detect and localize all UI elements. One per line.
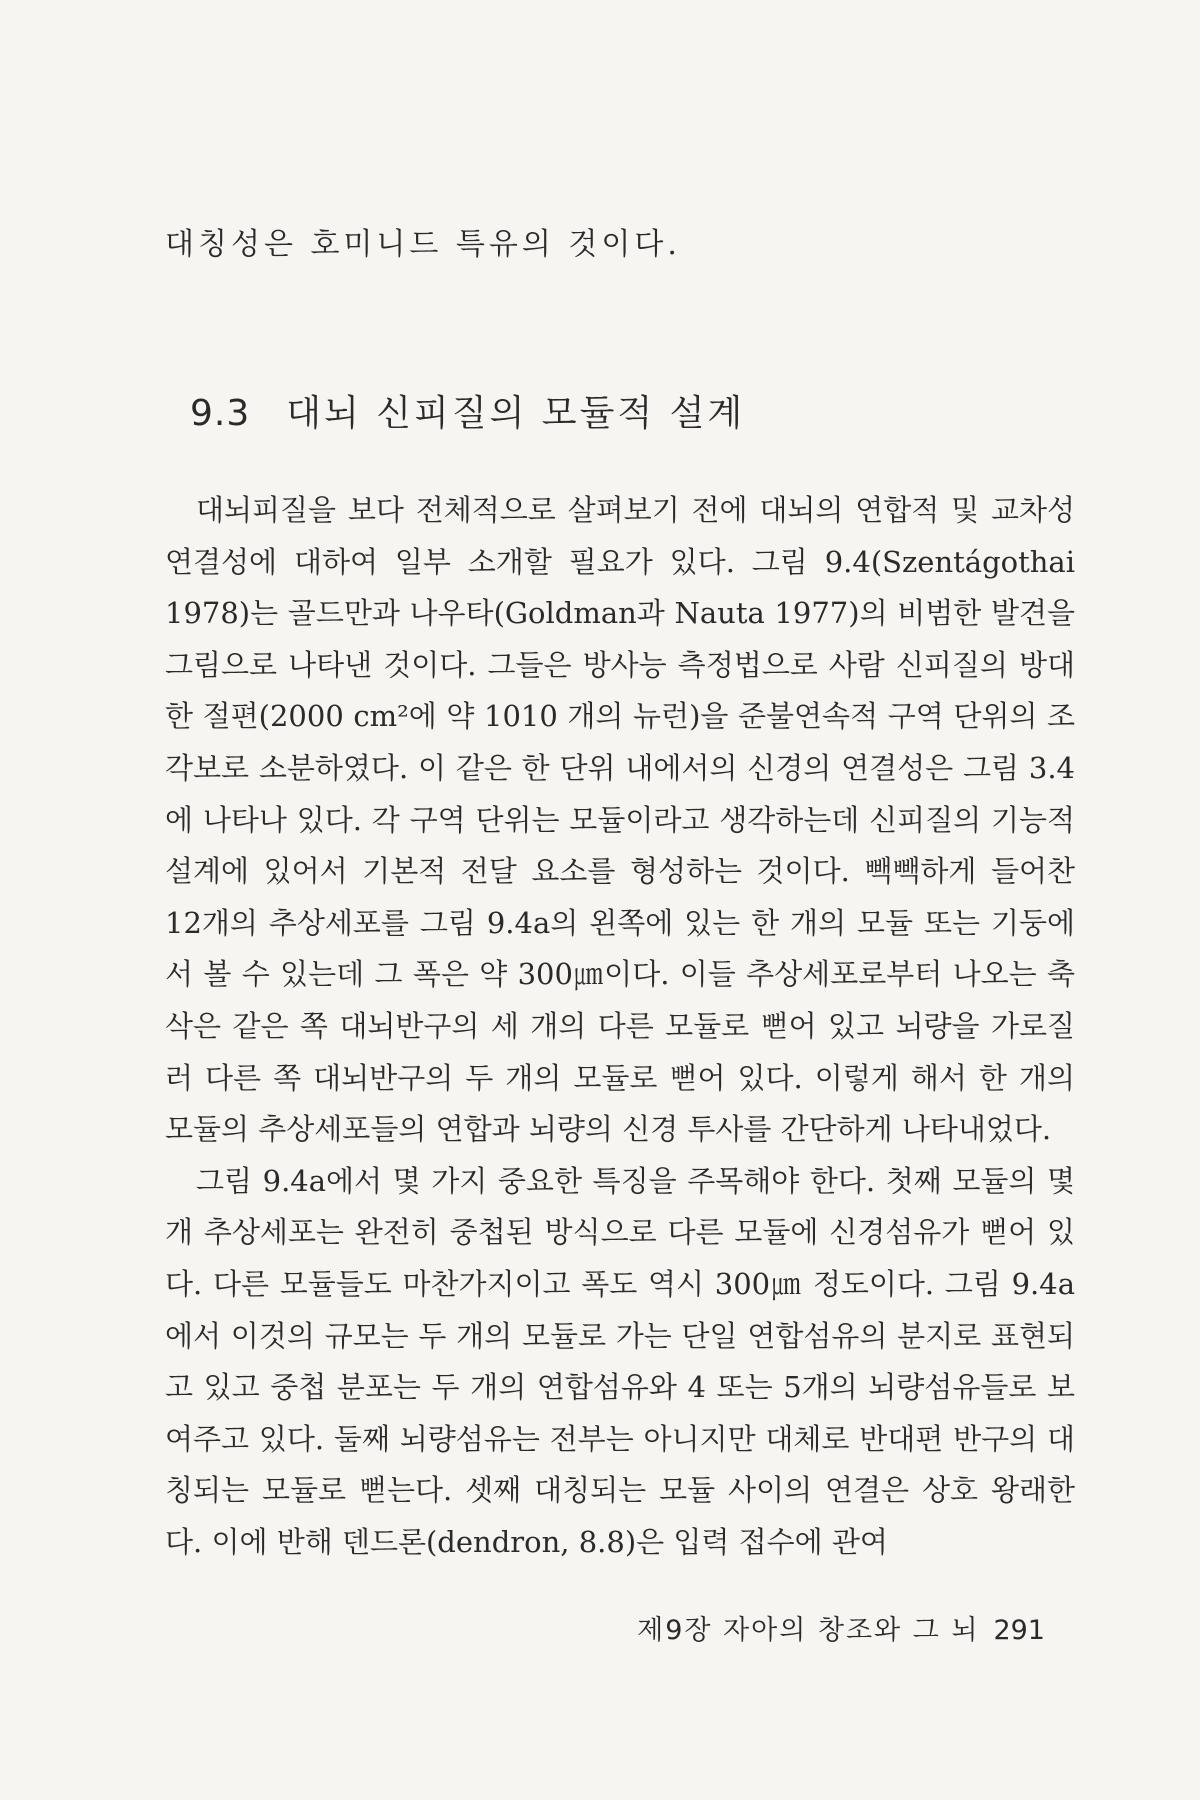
leadin-sentence: 대칭성은 호미니드 특유의 것이다.: [165, 227, 681, 262]
paragraph-1: 대뇌피질을 보다 전체적으로 살펴보기 전에 대뇌의 연합적 및 교차성 연결성에 대하여 일부 소개할 필요가 있다. 그림 9.4(Szentágothai 1978)는 골드만과 나우타(Goldman과 Nauta 1977)의 비범한 발견을 그림으로 나타낸 것이다. 그들은 방사능 측정법으로 사람 신피질의 방대한 절편(2000 cm²에 약 1010 개의 뉴런)을 준불연속적 구역 단위의 조각보로 소분하였다. 이 같은 한 단위 내에서의 신경의 연결성은 그림 3.4에 나타나 있다. 각 구역 단위는 모듈이라고 생각하는데 신피질의 기능적 설계에 있어서 기본적 전달 요소를 형성하는 것이다. 빽빽하게 들어찬 12개의 추상세포를 그림 9.4a의 왼쪽에 있는 한 개의 모듈 또는 기둥에서 볼 수 있는데 그 폭은 약 300㎛이다. 이들 추상세포로부터 나오는 축삭은 같은 쪽 대뇌반구의 세 개의 다른 모듈로 뻗어 있고 뇌량을 가로질러 다른 쪽 대뇌반구의 두 개의 모듈로 뻗어 있다. 이렇게 해서 한 개의 모듈의 추상세포들의 연합과 뇌량의 신경 투사를 간단하게 나타내었다.: [165, 493, 1075, 1147]
chapter-label: 제9장 자아의 창조와 그 뇌: [637, 1615, 980, 1646]
section-title-text: 대뇌 신피질의 모듈적 설계: [286, 393, 746, 434]
section-heading: [190, 385, 745, 436]
running-footer: [625, 1608, 1045, 1647]
page-number: 291: [993, 1615, 1045, 1646]
body-text: [165, 485, 1075, 1568]
paragraph-2: 그림 9.4a에서 몇 가지 중요한 특징을 주목해야 한다. 첫째 모듈의 몇 개 추상세포는 완전히 중첩된 방식으로 다른 모듈에 신경섬유가 뻗어 있다. 다른 모듈들도 마찬가지이고 폭도 역시 300㎛ 정도이다. 그림 9.4a에서 이것의 규모는 두 개의 모듈로 가는 단일 연합섬유의 분지로 표현되고 있고 중첩 분포는 두 개의 연합섬유와 4 또는 5개의 뇌량섬유들로 보여주고 있다. 둘째 뇌량섬유는 전부는 아니지만 대체로 반대편 반구의 대칭되는 모듈로 뻗는다. 셋째 대칭되는 모듈 사이의 연결은 상호 왕래한다. 이에 반해 덴드론(dendron, 8.8)은 입력 접수에 관여: [165, 1163, 1075, 1559]
section-number: 9.3: [190, 393, 251, 434]
